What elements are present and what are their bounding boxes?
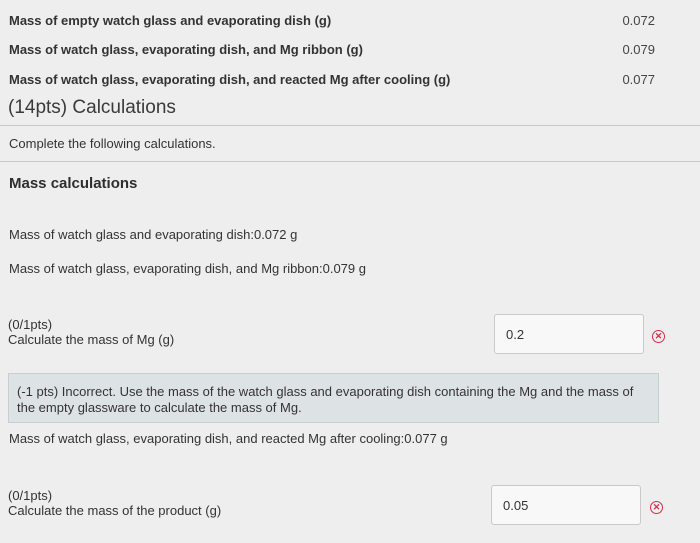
question-2: [8, 488, 221, 518]
data-row-value: 0.079: [622, 42, 655, 57]
answer-input-mg[interactable]: [494, 314, 644, 354]
data-row-with-mg: [9, 42, 700, 57]
data-row-value: 0.072: [622, 13, 655, 28]
data-row-label: Mass of empty watch glass and evaporating dish (g): [9, 13, 332, 28]
given-line: Mass of watch glass and evaporating dish:0.072 g: [9, 227, 298, 242]
data-row-value: 0.077: [622, 72, 655, 87]
divider: [0, 161, 700, 162]
feedback-text: (-1 pts) Incorrect. Use the mass of the watch glass and evaporating dish containing the Mg and the mass of the empty glassware to calculate the mass of Mg.: [17, 384, 634, 415]
question-1: [8, 317, 174, 347]
points-label: (0/1pts): [8, 488, 53, 503]
subheading: Mass calculations: [9, 175, 138, 192]
incorrect-icon: ✕: [650, 501, 663, 514]
answer-value: 0.2: [506, 327, 525, 342]
given-line: Mass of watch glass, evaporating dish, and Mg ribbon:0.079 g: [9, 261, 366, 276]
divider: [0, 125, 700, 126]
data-row-label: Mass of watch glass, evaporating dish, and Mg ribbon (g): [9, 42, 363, 57]
question-prompt: Calculate the mass of Mg (g): [8, 332, 175, 347]
data-row-empty-glass: [9, 13, 700, 28]
incorrect-icon: ✕: [652, 330, 665, 343]
section-intro: Complete the following calculations.: [9, 136, 216, 151]
data-row-reacted-mg: [9, 72, 700, 87]
question-prompt: Calculate the mass of the product (g): [8, 503, 222, 518]
given-line: Mass of watch glass, evaporating dish, and reacted Mg after cooling:0.077 g: [9, 431, 448, 446]
feedback-box: [8, 373, 659, 423]
data-row-label: Mass of watch glass, evaporating dish, and reacted Mg after cooling (g): [9, 72, 451, 87]
answer-value: 0.05: [503, 498, 529, 513]
points-label: (0/1pts): [8, 317, 53, 332]
answer-input-product[interactable]: [491, 485, 641, 525]
section-heading: (14pts) Calculations: [8, 97, 176, 118]
